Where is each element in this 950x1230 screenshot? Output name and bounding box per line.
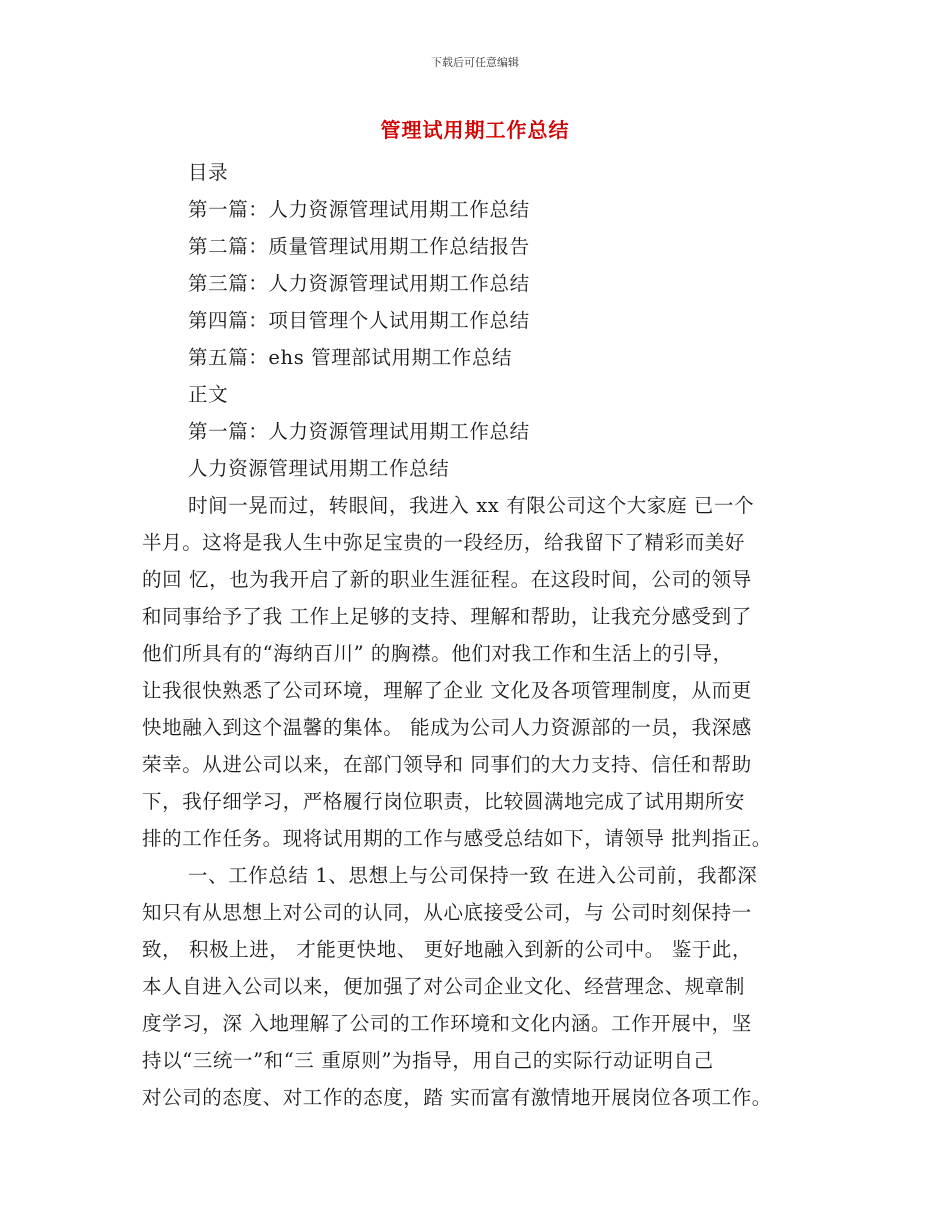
- chapter-title: 第一篇：人力资源管理试用期工作总结: [188, 420, 530, 443]
- paragraph-line: 持以“三统一”和“三 重原则”为指导，用自己的实际行动证明自己: [142, 1049, 714, 1072]
- header-note: 下载后可任意编辑: [431, 56, 519, 69]
- paragraph-line: 和同事给予了我 工作上足够的支持、理解和帮助，让我充分感受到了: [142, 605, 752, 628]
- toc-item: 第三篇：人力资源管理试用期工作总结: [188, 272, 530, 295]
- paragraph-line: 半月。这将是我人生中弥足宝贵的一段经历，给我留下了精彩而美好: [142, 531, 746, 554]
- paragraph-line: 下，我仔细学习，严格履行岗位职责，比较圆满地完成了试用期所安: [142, 790, 746, 813]
- paragraph-line: 快地融入到这个温馨的集体。 能成为公司人力资源部的一员，我深感: [142, 716, 752, 739]
- document-title: 管理试用期工作总结: [380, 118, 570, 142]
- toc-item: 第一篇：人力资源管理试用期工作总结: [188, 198, 530, 221]
- body-heading: 正文: [188, 383, 229, 406]
- paragraph-line: 让我很快熟悉了公司环境，理解了企业 文化及各项管理制度，从而更: [142, 679, 752, 702]
- paragraph-line: 的回 忆，也为我开启了新的职业生涯征程。在这段时间，公司的领导: [142, 568, 752, 591]
- paragraph-line: 本人自进入公司以来，便加强了对公司企业文化、经营理念、规章制: [142, 975, 746, 998]
- section-subtitle: 人力资源管理试用期工作总结: [188, 457, 450, 480]
- toc-item: 第五篇：ehs 管理部试用期工作总结: [188, 346, 513, 369]
- toc-item: 第四篇：项目管理个人试用期工作总结: [188, 309, 530, 332]
- paragraph-line: 他们所具有的“海纳百川” 的胸襟。他们对我工作和生活上的引导，: [142, 642, 733, 665]
- paragraph-line: 时间一晃而过，转眼间，我进入 xx 有限公司这个大家庭 已一个: [188, 494, 755, 517]
- paragraph-line: 一、工作总结 1、思想上与公司保持一致 在进入公司前，我都深: [188, 864, 758, 887]
- toc-item: 第二篇：质量管理试用期工作总结报告: [188, 235, 530, 258]
- paragraph-line: 知只有从思想上对公司的认同，从心底接受公司，与 公司时刻保持一: [142, 901, 752, 924]
- paragraph-line: 排的工作任务。现将试用期的工作与感受总结如下，请领导 批判指正。: [142, 827, 772, 850]
- toc-heading: 目录: [188, 161, 229, 184]
- paragraph-line: 度学习，深 入地理解了公司的工作环境和文化内涵。工作开展中，坚: [142, 1012, 752, 1035]
- paragraph-line: 对公司的态度、对工作的态度，踏 实而富有激情地开展岗位各项工作。: [142, 1086, 772, 1109]
- paragraph-line: 荣幸。从进公司以来，在部门领导和 同事们的大力支持、信任和帮助: [142, 753, 752, 776]
- paragraph-line: 致， 积极上进， 才能更快地、 更好地融入到新的公司中。 鉴于此，: [142, 938, 753, 961]
